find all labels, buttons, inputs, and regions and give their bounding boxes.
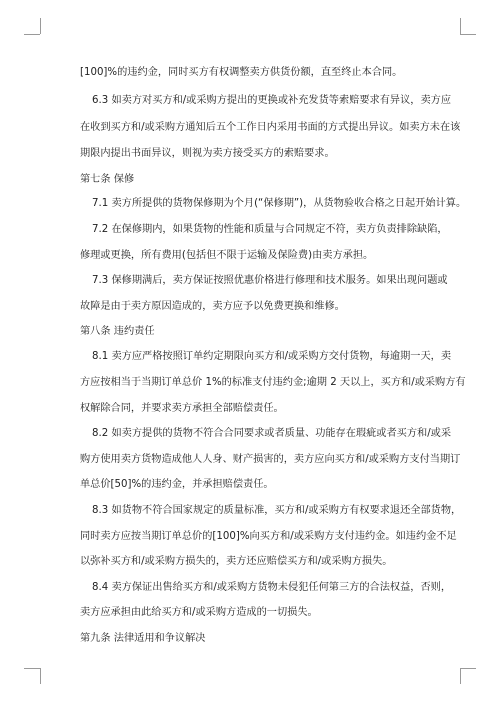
paragraph-line: 单总价[50]%的违约金，并承担赔偿责任。 bbox=[80, 479, 274, 490]
paragraph-line: 卖方应承担由此给买方和/或采购方造成的一切损失。 bbox=[80, 607, 318, 618]
paragraph-line: [100]%的违约金，同时买方有权调整卖方供货份额，直至终止本合同。 bbox=[80, 67, 403, 78]
paragraph-line: 故障是由于卖方原因造成的，卖方应予以免费更换和维修。 bbox=[80, 301, 345, 312]
paragraph-line: 修理或更换，所有费用(包括但不限于运输及保险费)由卖方承担。 bbox=[80, 250, 374, 261]
section-heading: 第八条 违约责任 bbox=[80, 326, 155, 337]
paragraph-line: 以弥补买方和/或采购方损失的，卖方还应赔偿买方和/或采购方损失。 bbox=[80, 556, 393, 567]
paragraph-line: 8.1 卖方应严格按照订单约定期限向买方和/或采购方交付货物，每逾期一天，卖 bbox=[92, 351, 452, 362]
paragraph-line: 7.1 卖方所提供的货物保修期为个月(“保修期”)，从货物验收合格之日起开始计算。 bbox=[92, 198, 467, 209]
section-heading: 第七条 保修 bbox=[80, 174, 135, 185]
paragraph-line: 7.2 在保修期内，如果货物的性能和质量与合同规定不符，卖方负责排除缺陷， bbox=[92, 224, 448, 235]
paragraph-line: 7.3 保修期满后，卖方保证按照优惠价格进行修理和技术服务。如果出现问题或 bbox=[92, 275, 448, 286]
paragraph-line: 8.4 卖方保证出售给买方和/或采购方货物未侵犯任何第三方的合法权益，否则， bbox=[92, 582, 452, 593]
paragraph-line: 在收到买方和/或采购方通知后五个工作日内采用书面的方式提出异议。如卖方未在该 bbox=[80, 122, 461, 133]
paragraph-line: 期限内提出书面异议，则视为卖方接受买方的索赔要求。 bbox=[80, 148, 335, 159]
paragraph-line: 权解除合同，并要求卖方承担全部赔偿责任。 bbox=[80, 403, 284, 414]
paragraph-line: 同时卖方应按当期订单总价的[100]%向买方和/或采购方支付违约金。如违约金不足 bbox=[80, 531, 457, 542]
section-heading: 第九条 法律适用和争议解决 bbox=[80, 633, 206, 644]
paragraph-line: 8.3 如货物不符合国家规定的质量标准，买方和/或采购方有权要求退还全部货物， bbox=[92, 505, 462, 516]
paragraph-line: 购方使用卖方货物造成他人人身、财产损害的，卖方应向买方和/或采购方支付当期订 bbox=[80, 454, 461, 465]
paragraph-line: 方应按相当于当期订单总价 1%的标准支付违约金;逾期 2 天以上，买方和/或采购方有 bbox=[80, 377, 466, 388]
paragraph-line: 8.2 如卖方提供的货物不符合合同要求或者质量、功能存在瑕疵或者买方和/或采 bbox=[92, 428, 452, 439]
paragraph-line: 6.3 如卖方对买方和/或采购方提出的更换或补充发货等索赔要求有异议，卖方应 bbox=[92, 95, 452, 106]
